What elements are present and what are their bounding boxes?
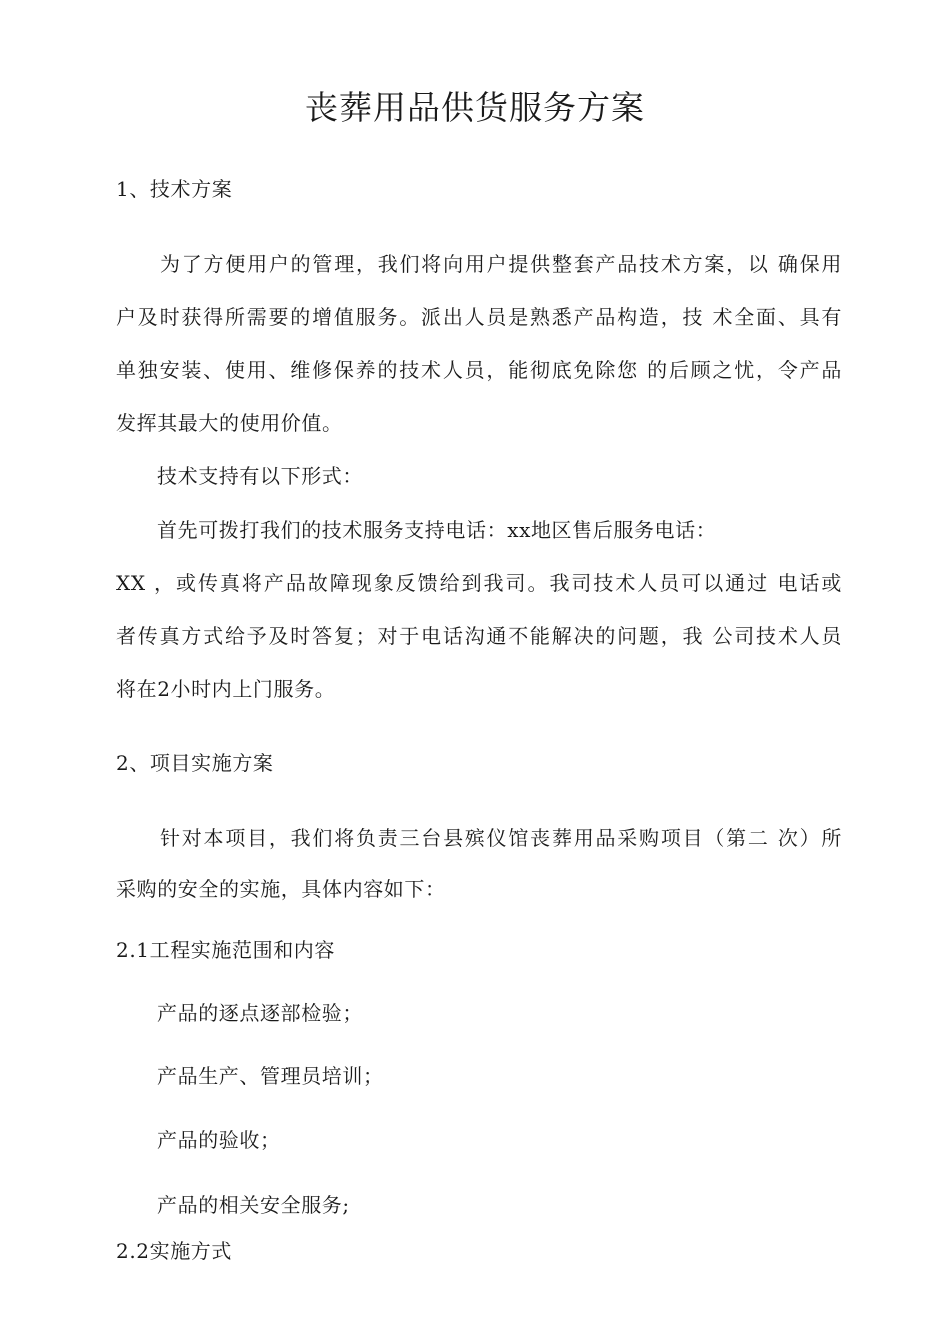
paragraph-line: 采购的安全的实施，具体内容如下： (116, 877, 446, 901)
paragraph-line: 者传真方式给予及时答复；对于电话沟通不能解决的问题，我 公司技术人员 (116, 624, 842, 648)
list-item: 产品生产、管理员培训； (157, 1064, 384, 1088)
section-1-heading: 1、技术方案 (116, 177, 233, 201)
paragraph-line: 单独安装、使用、维修保养的技术人员，能彻底免除您 的后顾之忧，令产品 (116, 358, 842, 382)
subsection-2-1-heading: 2.1工程实施范围和内容 (116, 938, 336, 962)
paragraph-line: 为了方便用户的管理，我们将向用户提供整套产品技术方案，以 确保用 (160, 252, 842, 276)
paragraph-line: 针对本项目，我们将负责三台县殡仪馆丧葬用品采购项目（第二 次）所 (160, 826, 842, 850)
list-item: 产品的相关安全服务; (157, 1193, 350, 1217)
support-intro: 技术支持有以下形式： (157, 464, 363, 488)
paragraph-line: 首先可拨打我们的技术服务支持电话：xx地区售后服务电话： (157, 518, 717, 542)
paragraph-line: 将在2小时内上门服务。 (116, 677, 336, 701)
paragraph-line: 发挥其最大的使用价值。 (116, 411, 343, 435)
section-2-heading: 2、项目实施方案 (116, 751, 274, 775)
list-item: 产品的逐点逐部检验； (157, 1001, 363, 1025)
paragraph-line: XX ，或传真将产品故障现象反馈给到我司。我司技术人员可以通过 电话或 (116, 571, 842, 595)
subsection-2-2-heading: 2.2实施方式 (116, 1239, 233, 1263)
document-title: 丧葬用品供货服务方案 (305, 88, 645, 127)
list-item: 产品的验收； (157, 1128, 281, 1152)
paragraph-line: 户及时获得所需要的增值服务。派出人员是熟悉产品构造，技 术全面、具有 (116, 305, 842, 329)
